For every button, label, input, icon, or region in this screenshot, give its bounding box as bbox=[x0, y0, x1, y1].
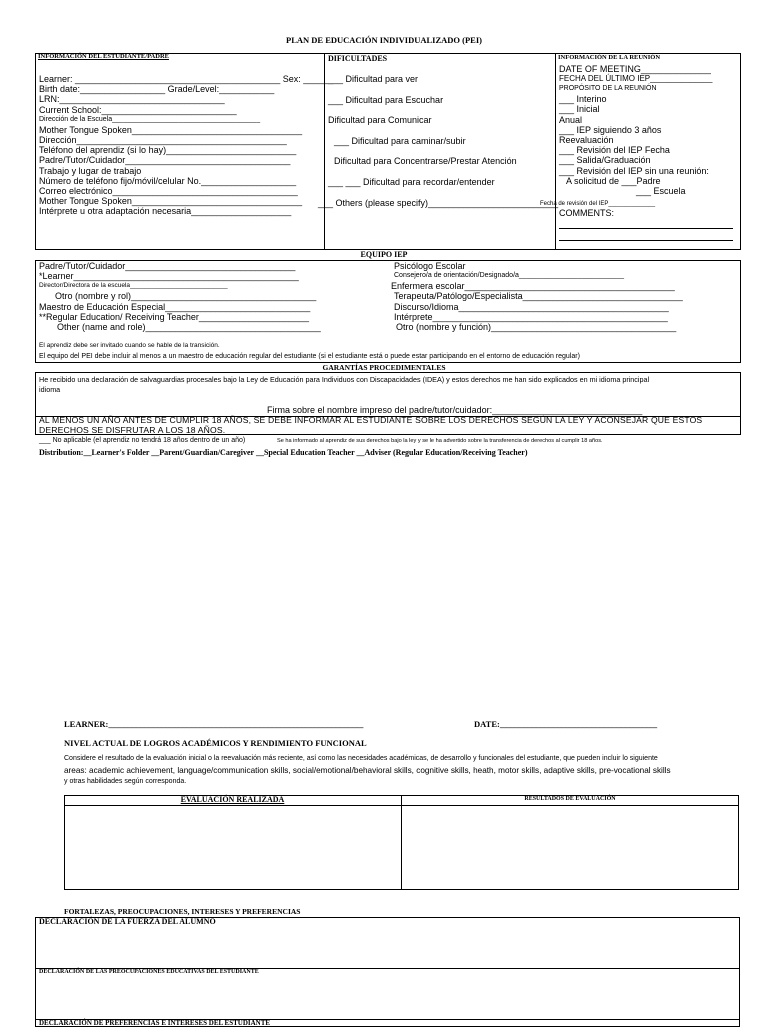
request-parent[interactable]: A solicitud de ___Padre bbox=[566, 175, 661, 186]
request-school[interactable]: ___ Escuela bbox=[636, 186, 686, 197]
team-parent-field[interactable]: Padre/Tutor/Cuidador__________________________________ bbox=[39, 261, 296, 271]
difficulty-walk[interactable]: ___ Dificultad para caminar/subir bbox=[334, 136, 466, 146]
purpose-review-no-meeting[interactable]: ___ Revisión del IEP sin una reunión: bbox=[559, 165, 709, 176]
team-principal-field[interactable]: Director/Directora de la escuela___________________________ bbox=[39, 282, 228, 290]
iep-team-header: EQUIPO IEP bbox=[360, 250, 408, 259]
team-other-name-field[interactable]: Other (name and role)___________________________________ bbox=[57, 322, 321, 333]
difficulty-remember[interactable]: ___ ___ Dificultad para recordar/entender bbox=[328, 177, 495, 187]
iep-team-right[interactable] bbox=[391, 261, 683, 333]
team-therapist-field[interactable]: Terapeuta/Patólogo/Especialista________________________________ bbox=[394, 291, 683, 302]
eval-results-header: RESULTADOS DE EVALUACIÓN bbox=[524, 796, 616, 802]
mother-tongue-field-2[interactable]: Mother Tongue Spoken__________________________________ bbox=[39, 196, 303, 207]
last-iep-date-field[interactable]: FECHA DEL ÚLTIMO IEP______________ bbox=[559, 74, 713, 84]
instructions-line-2: areas: academic achievement, language/communication skills, social/emotional/behavioral skills, cognitive skills, heath, motor skills, adaptive skills, pre-vocational skills bbox=[64, 766, 671, 775]
purpose-initial[interactable]: ___ Inicial bbox=[559, 104, 600, 115]
eval-done-cell[interactable] bbox=[65, 806, 400, 889]
iep-team-left[interactable] bbox=[39, 261, 321, 332]
purpose-iep-review[interactable]: ___ Revisión del IEP Fecha bbox=[559, 145, 670, 156]
school-address-field[interactable]: Dirección de la Escuela______________________________________ bbox=[39, 115, 261, 123]
comments-line-1[interactable] bbox=[559, 228, 733, 229]
team-sped-teacher-field[interactable]: Maestro de Educación Especial_____________________________ bbox=[39, 301, 311, 312]
email-field[interactable]: Correo electrónico_____________________________________ bbox=[39, 186, 298, 197]
strength-statement-label: DECLARACIÓN DE LA FUERZA DEL ALUMNO bbox=[39, 917, 216, 926]
comments-label: COMMENTS: bbox=[559, 208, 614, 218]
strength-statement-input[interactable] bbox=[36, 928, 739, 967]
meeting-purpose-label: PROPÓSITO DE LA REUNIÓN bbox=[559, 85, 657, 93]
work-field: Trabajo y lugar de trabajo bbox=[39, 165, 142, 176]
iep-review-date-field[interactable]: Fecha de revisión del IEP______________ bbox=[540, 201, 656, 207]
parent-signature-field[interactable]: Firma sobre el nombre impreso del padre/tutor/cuidador:______________________________ bbox=[267, 405, 643, 415]
meeting-info-fields[interactable] bbox=[559, 64, 741, 196]
distribution-line[interactable]: Distribution:__Learner's Folder __Parent/Guardian/Caregiver __Special Education Teacher __Adviser (Regular Education/Receiving Teacher) bbox=[39, 448, 528, 457]
instructions-line-3: y otras habilidades según corresponda. bbox=[64, 778, 187, 785]
learner-field[interactable]: Learner: _________________________________________ Sex: ______ bbox=[39, 74, 334, 84]
safeguards-statement: He recibido una declaración de salvaguardias procesales bajo la Ley de Educación para Individuos con Discapacidades (IDEA) y estos derechos me han sido explicados en mi idioma principal bbox=[39, 375, 650, 384]
rights-informed-option: Se ha informado al aprendiz de sus derechos bajo la ley y se le ha advertido sobre la transferencia de derechos al cumplir 18 años. bbox=[277, 438, 603, 444]
difficulty-focus[interactable]: Dificultad para Concentrarse/Prestar Atención bbox=[334, 156, 517, 166]
strengths-section-title: FORTALEZAS, PREOCUPACIONES, INTERESES Y PREFERENCIAS bbox=[64, 907, 301, 916]
lrn-field[interactable]: LRN:_________________________________ bbox=[39, 94, 225, 105]
eval-results-cell[interactable] bbox=[402, 806, 738, 889]
birthdate-field[interactable]: Birth date:_________________ Grade/Level:___________ bbox=[39, 84, 275, 95]
team-other-role-field[interactable]: Otro (nombre y función)_____________________________________ bbox=[396, 322, 677, 333]
purpose-exit[interactable]: ___ Salida/Graduación bbox=[559, 155, 651, 166]
interpreter-field[interactable]: Intérprete u otra adaptación necesaria____________________ bbox=[39, 206, 292, 217]
learner-phone-field[interactable]: Teléfono del aprendiz (si lo hay)__________________________ bbox=[39, 145, 297, 156]
regular-teacher-note: El equipo del PEI debe incluir al menos a un maestro de educación regular del estudiante (si el estudiante está o puede estar participando en el entorno de educación regular) bbox=[39, 353, 580, 360]
not-applicable-option[interactable]: ___ No aplicable (el aprendiz no tendrá 18 años dentro de un año) bbox=[39, 437, 246, 444]
concerns-statement-input[interactable] bbox=[36, 978, 739, 1018]
procedural-header: GARANTÍAS PROCEDIMENTALES bbox=[322, 363, 446, 372]
instructions-line-1: Considere el resultado de la evaluación inicial o la reevaluación más reciente, así como las necesidades académicas, de desarrollo y funcionales del estudiante, que pueden incluir lo siguiente bbox=[64, 755, 658, 762]
purpose-reevaluation[interactable]: Reevaluación bbox=[559, 135, 614, 146]
meeting-info-header: INFORMACIÓN DE LA REUNIÓN bbox=[558, 54, 661, 61]
preferences-statement-label: DECLARACIÓN DE PREFERENCIAS E INTERESES DEL ESTUDIANTE bbox=[39, 1019, 271, 1027]
date-field[interactable]: DATE:_____________________________________ bbox=[474, 719, 658, 729]
purpose-3year[interactable]: ___ IEP siguiendo 3 años bbox=[559, 124, 662, 135]
team-psychologist-field[interactable]: Psicólogo Escolar bbox=[394, 261, 466, 271]
difficulty-see[interactable]: ___ Dificultad para ver bbox=[328, 74, 419, 84]
address-field[interactable]: Dirección__________________________________________ bbox=[39, 135, 287, 146]
learner-name-field[interactable]: LEARNER:____________________________________________________________ bbox=[64, 719, 364, 729]
meeting-date-field[interactable]: DATE OF MEETING______________ bbox=[559, 64, 711, 74]
concerns-statement-label: DECLARACIÓN DE LAS PREOCUPACIONES EDUCATIVAS DEL ESTUDIANTE bbox=[39, 969, 259, 975]
team-nurse-field[interactable]: Enfermera escolar__________________________________________ bbox=[391, 281, 675, 292]
age-18-notice: AL MENOS UN AÑO ANTES DE CUMPLIR 18 AÑOS, SE DEBE INFORMAR AL ESTUDIANTE SOBRE LOS DERECHOS SEGÚN LA LEY Y ACONSEJAR QUE ESTOS DERECHOS SE DISFRUTAR A LOS 18 AÑOS. bbox=[39, 415, 703, 435]
team-learner-field[interactable]: *Learner_____________________________________________ bbox=[39, 271, 299, 282]
eval-done-header: EVALUACIÓN REALIZADA bbox=[180, 795, 285, 804]
team-regular-teacher-field[interactable]: **Regular Education/ Receiving Teacher______________________ bbox=[39, 311, 310, 322]
student-info-header: INFORMACIÓN DEL ESTUDIANTE/PADRE bbox=[38, 53, 169, 60]
transition-note: El aprendiz debe ser invitado cuando se hable de la transición. bbox=[39, 342, 220, 349]
form-title: PLAN DE EDUCACIÓN INDIVIDUALIZADO (PEI) bbox=[286, 35, 482, 45]
difficulties-header: DIFICULTADES bbox=[328, 54, 388, 63]
phone-number-field[interactable]: Número de teléfono fijo/móvil/celular No.___________________ bbox=[39, 175, 297, 186]
team-interpreter-field[interactable]: Intérprete_______________________________________________ bbox=[394, 311, 668, 322]
mother-tongue-field[interactable]: Mother Tongue Spoken__________________________________ bbox=[39, 124, 303, 135]
team-counselor-field[interactable]: Consejero/a de orientación/Designado/a___________________________ bbox=[394, 272, 625, 280]
comments-line-2[interactable] bbox=[559, 240, 733, 241]
difficulty-communicate[interactable]: Dificultad para Comunicar bbox=[328, 115, 432, 125]
difficulty-hear[interactable]: ___ Dificultad para Escuchar bbox=[328, 95, 444, 105]
parent-field[interactable]: Padre/Tutor/Cuidador_________________________________ bbox=[39, 155, 291, 166]
student-info-fields[interactable] bbox=[39, 74, 334, 217]
team-speech-field[interactable]: Discurso/Idioma__________________________________________ bbox=[394, 301, 669, 312]
safeguards-language: idioma bbox=[39, 385, 61, 394]
purpose-annual[interactable]: Anual bbox=[559, 114, 583, 125]
team-other-field[interactable]: Otro (nombre y rol)_____________________________________ bbox=[55, 291, 317, 302]
difficulty-others[interactable]: ___ Others (please specify)__________________________ bbox=[318, 198, 559, 208]
current-school-field[interactable]: Current School:___________________________ bbox=[39, 104, 237, 115]
purpose-interim[interactable]: ___ Interino bbox=[559, 94, 607, 105]
academic-section-title: NIVEL ACTUAL DE LOGROS ACADÉMICOS Y RENDIMIENTO FUNCIONAL bbox=[64, 738, 367, 748]
